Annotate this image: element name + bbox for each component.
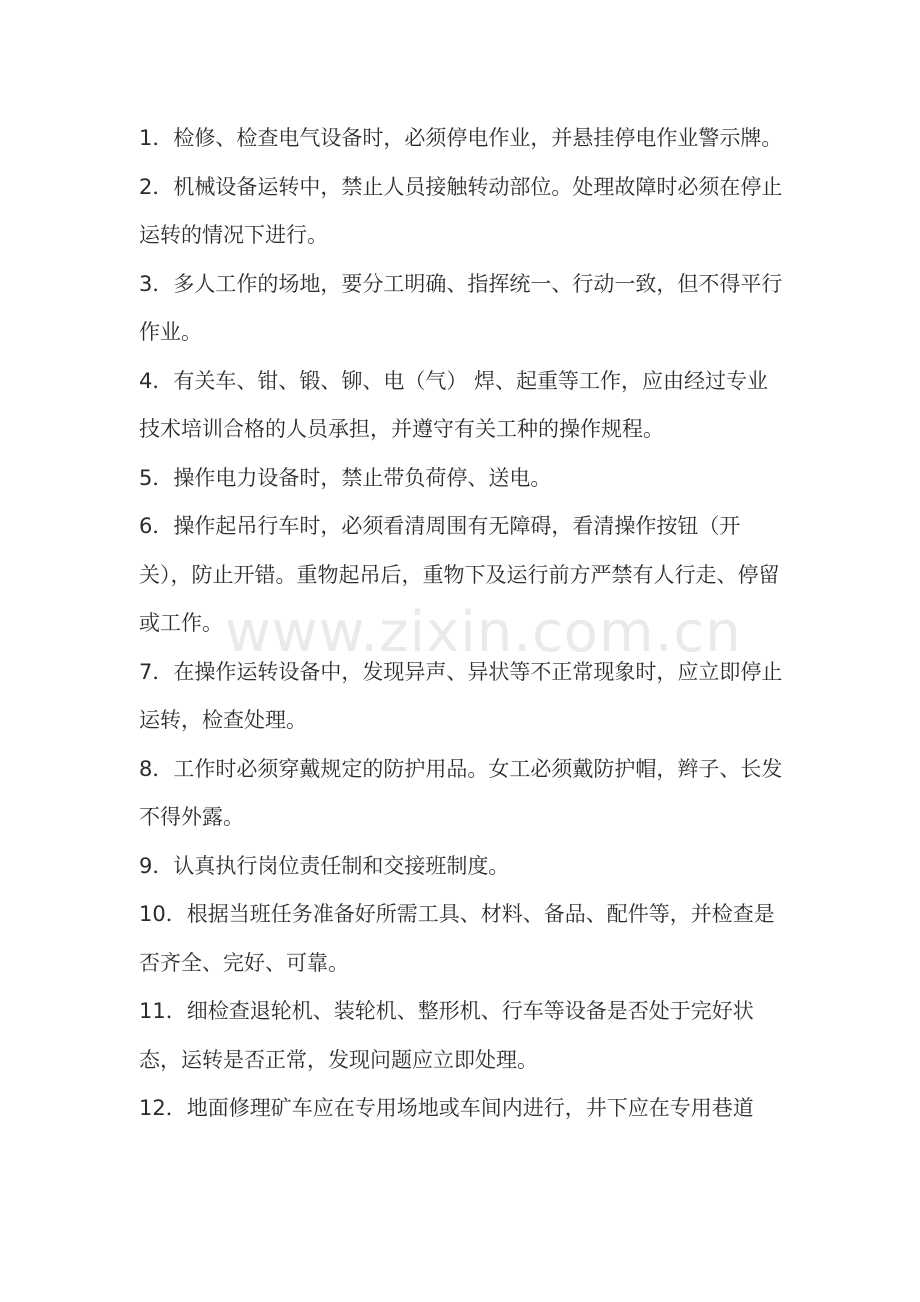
document-body: [139, 114, 789, 1133]
list-item: 11．细检查退轮机、装轮机、整形机、行车等设备是否处于完好状态，运转是否正常，发现问题应立即处理。: [139, 999, 754, 1072]
list-item: 5．操作电力设备时，禁止带负荷停、送电。: [139, 465, 552, 490]
watermark: www.zixin.com.cn: [225, 600, 742, 665]
list-item: 3．多人工作的场地，要分工明确、指挥统一、行动一致，但不得平行作业。: [139, 271, 783, 344]
list-item: 10．根据当班任务准备好所需工具、材料、备品、配件等，并检查是否齐全、完好、可靠。: [139, 902, 775, 975]
list-item: 6．操作起吊行车时，必须看清周围有无障碍，看清操作按钮（开关），防止开错。重物起吊后，重物下及运行前方严禁有人行走、停留或工作。: [139, 514, 780, 635]
list-item: 8．工作时必须穿戴规定的防护用品。女工必须戴防护帽，辫子、长发不得外露。: [139, 756, 783, 829]
list-item: 9．认真执行岗位责任制和交接班制度。: [139, 853, 510, 878]
list-item: 1．检修、检查电气设备时，必须停电作业，并悬挂停电作业警示牌。: [139, 126, 783, 150]
list-item: 7．在操作运转设备中，发现异声、异状等不正常现象时，应立即停止运转，检查处理。: [139, 659, 783, 732]
list-item: 12．地面修理矿车应在专用场地或车间内进行，井下应在专用巷道: [139, 1096, 754, 1120]
list-item: 2．机械设备运转中，禁止人员接触转动部位。处理故障时必须在停止运转的情况下进行。: [139, 174, 783, 247]
list-item: 4．有关车、钳、锻、铆、电（气） 焊、起重等工作，应由经过专业技术培训合格的人员承担，并遵守有关工种的操作规程。: [139, 368, 769, 441]
